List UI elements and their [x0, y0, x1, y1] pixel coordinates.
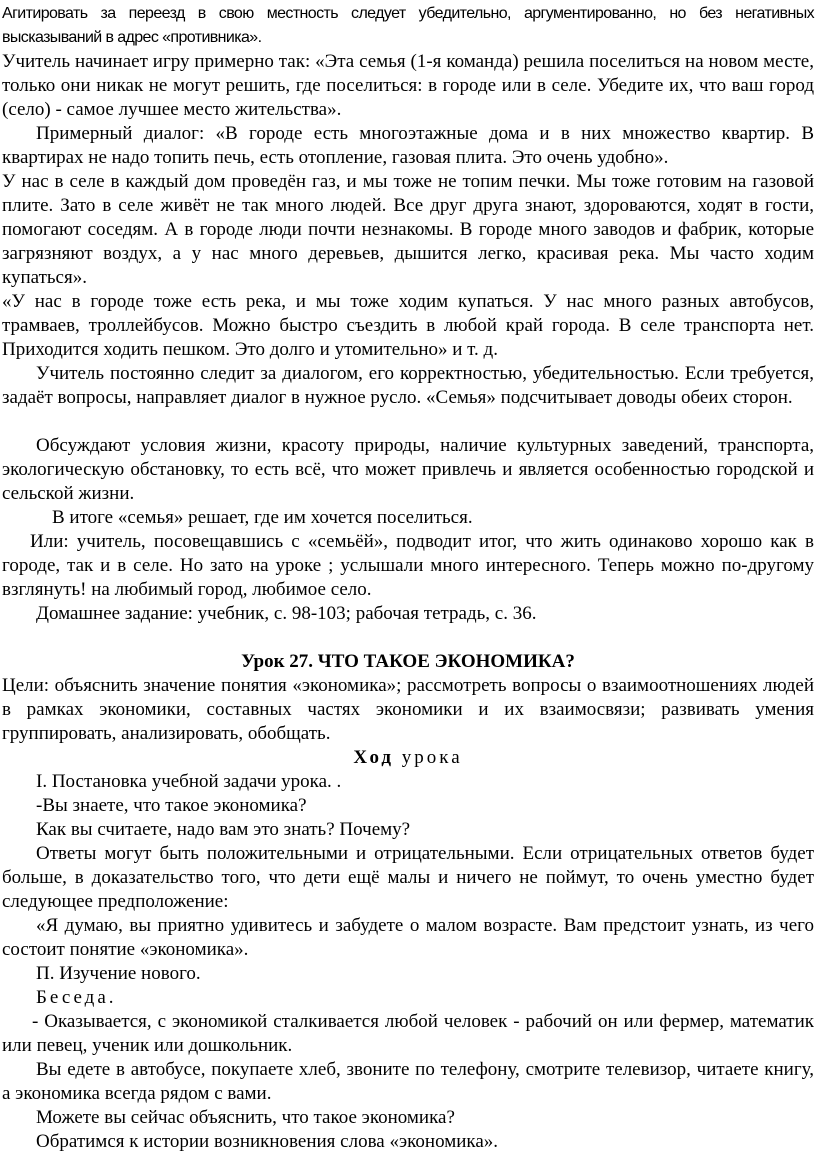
paragraph-discussion: Обсуждают условия жизни, красоту природы, наличие культурных заведений, транспорта, экологическую обстановку, то есть всё, что может привлечь и является особенностью городской и сельской жизни.	[2, 435, 814, 504]
paragraph-conclusion: Или: учитель, посовещавшись с «семьёй», подводит итог, что жить одинаково хорошо как в городе, так и в селе. Но зато на уроке ; услышали много интересного. Теперь можно по-другому взглянуть! на любимый город, любимое село.	[2, 531, 814, 600]
paragraph-homework: Домашнее задание: учебник, с. 98-103; рабочая тетрадь, с. 36.	[36, 603, 537, 624]
paragraph-teacher-starts: Учитель начинает игру примерно так: «Эта семья (1-я команда) решила поселиться на новом месте, только они никак не могут решить, где поселиться: в городе или в селе. Убедите их, что ваш город (село) - самое лучшее место жительства».	[2, 51, 814, 120]
paragraph-everyone-economy: - Оказывается, с экономикой сталкивается любой человек - рабочий он или фермер, математик или певец, ученик или дошкольник.	[2, 1011, 814, 1056]
paragraph-agitation: Агитировать за переезд в свою местность следует убедительно, аргументированно, но без негативных высказываний в адрес «противника».	[2, 5, 814, 46]
paragraph-goals: Цели: объяснить значение понятия «экономика»; рассмотреть вопросы о взаимоотношениях людей в рамках экономики, составных частях экономики и их взаимосвязи; развивать умения группировать, анализировать, обобщать.	[2, 675, 814, 744]
paragraph-question-2: Как вы считаете, надо вам это знать? Почему?	[36, 819, 411, 840]
paragraph-teacher-monitors: Учитель постоянно следит за диалогом, его корректностью, убедительностью. Если требуется, задаёт вопросы, направляет диалог в нужное русло. «Семья» подсчитывает доводы обеих сторон.	[2, 363, 814, 408]
lesson-course-rest: урока	[401, 747, 463, 768]
paragraph-village-reply: У нас в селе в каждый дом проведён газ, и мы тоже не топим печки. Мы тоже готовим на газовой плите. Зато в селе живёт не так много людей. Все друг друга знают, здороваются, ходят в гости, помогают соседям. А в городе люди почти незнакомы. В городе много заводов и фабрик, которые загрязняют воздух, а у нас много деревьев, дышится легко, красивая река. Мы часто ходим купаться».	[2, 171, 814, 288]
paragraph-answers: Ответы могут быть положительными и отрицательными. Если отрицательных ответов будет больше, в доказательство того, что дети ещё малы и ничего не поймут, то очень уместно будет следующее предположение:	[2, 843, 814, 912]
paragraph-bus-bread: Вы едете в автобусе, покупаете хлеб, звоните по телефону, смотрите телевизор, читаете книгу, а экономика всегда рядом с вами.	[2, 1059, 814, 1104]
paragraph-sample-dialogue: Примерный диалог: «В городе есть многоэтажные дома и в них множество квартир. В квартирах не надо топить печь, есть отопление, газовая плита. Это очень удобно».	[2, 123, 814, 168]
paragraph-stage-2: П. Изучение нового.	[36, 963, 201, 984]
paragraph-question-1: -Вы знаете, что такое экономика?	[36, 795, 307, 816]
paragraph-history-word: Обратимся к истории возникновения слова «экономика».	[36, 1131, 499, 1152]
paragraph-city-reply: «У нас в городе тоже есть река, и мы тоже ходим купаться. У нас много разных автобусов, трамваев, троллейбусов. Можно быстро съездить в любой край города. В селе транспорта нет. Приходится ходить пешком. Это долго и утомительно» и т. д.	[2, 291, 814, 360]
paragraph-family-decides: В итоге «семья» решает, где им хочется поселиться.	[52, 507, 473, 528]
lesson-course-bold: Ход	[353, 747, 395, 768]
lesson-title: Урок 27. ЧТО ТАКОЕ ЭКОНОМИКА?	[241, 651, 575, 672]
paragraph-i-think: «Я думаю, вы приятно удивитесь и забудете о малом возрасте. Вам предстоит узнать, из чего состоит понятие «экономика».	[2, 915, 814, 960]
paragraph-conversation: Беседа.	[36, 987, 117, 1008]
paragraph-stage-1: I. Постановка учебной задачи урока. .	[36, 771, 342, 792]
lesson-course-heading	[0, 746, 816, 770]
paragraph-can-you-explain: Можете вы сейчас объяснить, что такое экономика?	[36, 1107, 455, 1128]
